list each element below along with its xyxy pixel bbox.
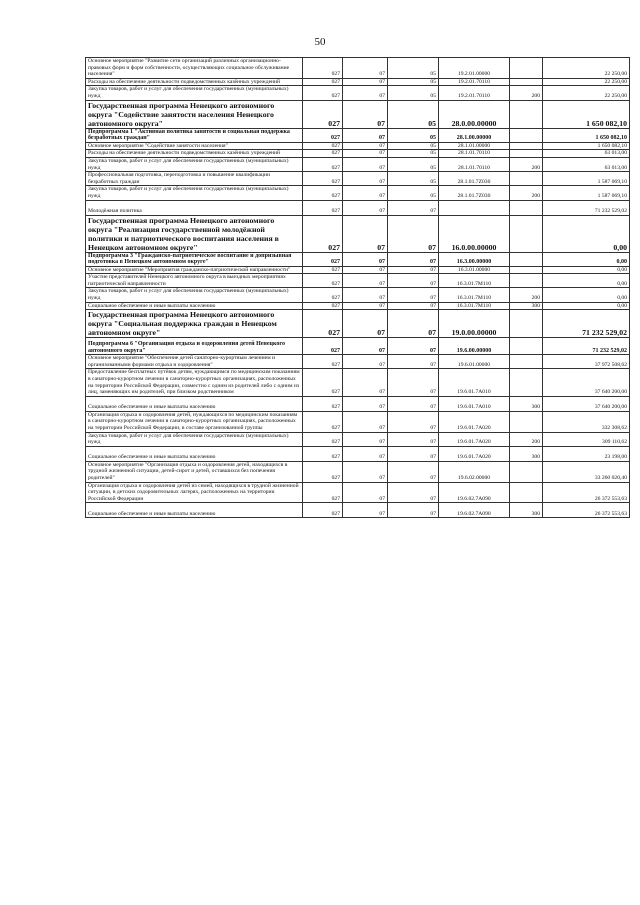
row-expense-kind-cell: 300 (510, 302, 543, 310)
row-sum-cell: 71 232 529,02 (543, 200, 630, 215)
row-section-cell: 07 (343, 355, 388, 369)
row-sum-cell: 26 372 553,63 (543, 503, 630, 518)
row-subsection-cell: 07 (388, 411, 439, 432)
row-subsection-cell: 07 (388, 461, 439, 482)
budget-table-body (86, 58, 630, 518)
table-row (86, 338, 630, 355)
row-name-cell: Закупка товаров, работ и услуг для обеспечения государственных (муниципальных) нужд (86, 157, 303, 171)
row-target-code-cell: 19.6.02.7A090 (439, 503, 510, 518)
row-section-cell: 07 (343, 411, 388, 432)
row-name-cell: Закупка товаров, работ и услуг для обеспечения государственных (муниципальных) нужд (86, 186, 303, 200)
row-section-cell: 07 (343, 157, 388, 171)
row-admin-code-cell: 027 (303, 503, 343, 518)
row-sum-cell: 63 013,00 (543, 150, 630, 158)
row-sum-cell: 71 232 529,02 (543, 310, 630, 338)
row-name-cell: Основное мероприятие "Обеспечение детей санаторно-курортным лечением и организованными формами отдыха и оздоровления" (86, 355, 303, 369)
row-target-code-cell: 28.1.01.70110 (439, 150, 510, 158)
row-section-cell: 07 (343, 274, 388, 288)
row-admin-code-cell: 027 (303, 396, 343, 411)
row-section-cell: 07 (343, 142, 388, 150)
row-section-cell: 07 (343, 396, 388, 411)
row-section-cell: 07 (343, 128, 388, 142)
row-subsection-cell: 07 (388, 482, 439, 503)
row-subsection-cell: 05 (388, 186, 439, 200)
row-subsection-cell: 05 (388, 100, 439, 128)
table-row (86, 78, 630, 86)
row-name-cell: Закупка товаров, работ и услуг для обеспечения государственных (муниципальных) нужд (86, 86, 303, 100)
row-admin-code-cell: 027 (303, 100, 343, 128)
row-expense-kind-cell (510, 172, 543, 186)
row-admin-code-cell: 027 (303, 78, 343, 86)
row-subsection-cell: 07 (388, 432, 439, 446)
row-subsection-cell: 07 (388, 266, 439, 274)
row-subsection-cell: 07 (388, 369, 439, 396)
row-section-cell: 07 (343, 482, 388, 503)
row-name-cell: Предоставление бесплатных путёвок детям, нуждающимся по медицинским показаниям в санаторно-курортном лечении в санаторно-курортных организациях, расположенных на территории Российской Федерации, совместно с одним из родителей либо с одним из лиц, заменяющих им родителей, при близком родственником (86, 369, 303, 396)
row-expense-kind-cell: 200 (510, 432, 543, 446)
row-admin-code-cell: 027 (303, 482, 343, 503)
row-admin-code-cell: 027 (303, 150, 343, 158)
table-row (86, 100, 630, 128)
row-target-code-cell: 16.3.01.7M110 (439, 302, 510, 310)
row-expense-kind-cell (510, 252, 543, 266)
row-sum-cell: 22 250,00 (543, 78, 630, 86)
row-target-code-cell: 16.3.01.00000 (439, 266, 510, 274)
row-name-cell: Закупка товаров, работ и услуг для обеспечения государственных (муниципальных) нужд (86, 288, 303, 302)
row-expense-kind-cell (510, 274, 543, 288)
row-name-cell: Государственная программа Ненецкого автономного округа "Социальная поддержка граждан в Ненецком автономном округе" (86, 310, 303, 338)
row-expense-kind-cell (510, 100, 543, 128)
row-target-code-cell: 19.2.01.70110 (439, 78, 510, 86)
row-expense-kind-cell: 200 (510, 157, 543, 171)
row-section-cell: 07 (343, 302, 388, 310)
row-admin-code-cell: 027 (303, 446, 343, 461)
row-target-code-cell: 16.3.01.7M110 (439, 288, 510, 302)
row-sum-cell: 0,00 (543, 215, 630, 252)
row-name-cell: Основное мероприятие "Организация отдыха и оздоровления детей, находящихся в трудной жизненной ситуации, детей-сирот и детей, оставшихся без попечения родителей" (86, 461, 303, 482)
row-subsection-cell: 05 (388, 78, 439, 86)
row-sum-cell: 0,00 (543, 274, 630, 288)
row-sum-cell: 22 250,00 (543, 86, 630, 100)
row-sum-cell: 26 372 553,63 (543, 482, 630, 503)
row-admin-code-cell: 027 (303, 215, 343, 252)
row-target-code-cell: 19.6.00.00000 (439, 338, 510, 355)
row-name-cell: Социальное обеспечение и иные выплаты населению (86, 446, 303, 461)
row-name-cell: Основное мероприятие "Содействие занятости населения" (86, 142, 303, 150)
row-section-cell: 07 (343, 310, 388, 338)
row-name-cell: Социальное обеспечение и иные выплаты населению (86, 503, 303, 518)
row-expense-kind-cell (510, 215, 543, 252)
row-target-code-cell: 28.1.01.7Z030 (439, 172, 510, 186)
row-target-code-cell: 19.6.01.7A010 (439, 369, 510, 396)
row-admin-code-cell: 027 (303, 432, 343, 446)
row-subsection-cell: 05 (388, 128, 439, 142)
table-row (86, 128, 630, 142)
table-row (86, 142, 630, 150)
row-subsection-cell: 07 (388, 252, 439, 266)
row-subsection-cell: 05 (388, 150, 439, 158)
row-subsection-cell: 07 (388, 215, 439, 252)
row-sum-cell: 33 260 020,40 (543, 461, 630, 482)
row-subsection-cell: 07 (388, 338, 439, 355)
row-admin-code-cell: 027 (303, 86, 343, 100)
row-sum-cell: 37 972 508,62 (543, 355, 630, 369)
row-admin-code-cell: 027 (303, 274, 343, 288)
table-row (86, 58, 630, 79)
row-name-cell: Подпрограмма 3 "Гражданско-патриотическое воспитание и допризывная подготовка в Ненецком автономном округе" (86, 252, 303, 266)
row-subsection-cell: 07 (388, 355, 439, 369)
row-section-cell: 07 (343, 172, 388, 186)
row-target-code-cell: 19.6.01.00000 (439, 355, 510, 369)
row-section-cell: 07 (343, 369, 388, 396)
row-section-cell: 07 (343, 186, 388, 200)
row-sum-cell: 37 640 200,00 (543, 396, 630, 411)
row-sum-cell: 0,00 (543, 252, 630, 266)
table-row (86, 150, 630, 158)
row-sum-cell: 0,00 (543, 266, 630, 274)
row-name-cell: Основное мероприятие "Мероприятия гражданско-патриотической направленности" (86, 266, 303, 274)
row-sum-cell: 0,00 (543, 288, 630, 302)
row-section-cell: 07 (343, 252, 388, 266)
row-name-cell: Социальное обеспечение и иные выплаты населению (86, 396, 303, 411)
table-row (86, 200, 630, 215)
row-expense-kind-cell: 200 (510, 288, 543, 302)
table-row (86, 461, 630, 482)
row-name-cell: Подпрограмма 1 "Активная политика занятости и социальная поддержка безработных граждан" (86, 128, 303, 142)
row-sum-cell: 332 308,62 (543, 411, 630, 432)
row-expense-kind-cell (510, 128, 543, 142)
row-admin-code-cell: 027 (303, 338, 343, 355)
row-sum-cell: 1 650 082,10 (543, 142, 630, 150)
row-admin-code-cell: 027 (303, 172, 343, 186)
row-subsection-cell: 05 (388, 86, 439, 100)
row-target-code-cell: 16.3.01.7M110 (439, 274, 510, 288)
row-admin-code-cell: 027 (303, 266, 343, 274)
table-row (86, 482, 630, 503)
row-target-code-cell: 19.6.01.7A020 (439, 432, 510, 446)
row-sum-cell: 37 640 200,00 (543, 369, 630, 396)
row-sum-cell: 22 250,00 (543, 58, 630, 79)
row-admin-code-cell: 027 (303, 200, 343, 215)
table-row (86, 288, 630, 302)
row-admin-code-cell: 027 (303, 310, 343, 338)
row-section-cell: 07 (343, 503, 388, 518)
table-row (86, 310, 630, 338)
row-subsection-cell: 05 (388, 58, 439, 79)
table-row (86, 215, 630, 252)
row-expense-kind-cell (510, 355, 543, 369)
row-subsection-cell: 05 (388, 157, 439, 171)
row-expense-kind-cell (510, 338, 543, 355)
row-admin-code-cell: 027 (303, 157, 343, 171)
row-target-code-cell: 19.0.00.00000 (439, 310, 510, 338)
row-expense-kind-cell (510, 142, 543, 150)
table-row (86, 302, 630, 310)
row-sum-cell: 71 232 529,02 (543, 338, 630, 355)
row-subsection-cell: 07 (388, 396, 439, 411)
row-subsection-cell: 07 (388, 274, 439, 288)
row-name-cell: Организация отдыха и оздоровления детей из семей, находящихся в трудной жизненной ситуации, в детских оздоровительных лагерях, расположенных на территории Российской Федерации (86, 482, 303, 503)
row-subsection-cell: 07 (388, 503, 439, 518)
row-expense-kind-cell: 200 (510, 86, 543, 100)
row-expense-kind-cell: 300 (510, 446, 543, 461)
row-expense-kind-cell (510, 58, 543, 79)
row-subsection-cell: 07 (388, 446, 439, 461)
table-row (86, 355, 630, 369)
row-sum-cell: 0,00 (543, 302, 630, 310)
row-target-code-cell: 28.1.01.7Z030 (439, 186, 510, 200)
row-section-cell: 07 (343, 338, 388, 355)
row-target-code-cell: 28.1.01.00000 (439, 142, 510, 150)
row-subsection-cell: 07 (388, 302, 439, 310)
row-target-code-cell: 16.0.00.00000 (439, 215, 510, 252)
row-target-code-cell: 19.6.01.7A020 (439, 446, 510, 461)
budget-table (85, 57, 630, 518)
table-row (86, 157, 630, 171)
row-section-cell: 07 (343, 58, 388, 79)
row-expense-kind-cell: 200 (510, 186, 543, 200)
row-section-cell: 07 (343, 266, 388, 274)
row-name-cell: Социальное обеспечение и иные выплаты населению (86, 302, 303, 310)
row-section-cell: 07 (343, 200, 388, 215)
row-expense-kind-cell (510, 369, 543, 396)
row-section-cell: 07 (343, 461, 388, 482)
row-sum-cell: 23 198,00 (543, 446, 630, 461)
row-admin-code-cell: 027 (303, 252, 343, 266)
row-admin-code-cell: 027 (303, 411, 343, 432)
table-row (86, 274, 630, 288)
row-name-cell: Организация отдыха и оздоровления детей, нуждающихся по медицинским показаниям в санаторно-курортном лечении в санаторно-курортных организациях, расположенных на территории Российской Федерации, в составе организованной группы (86, 411, 303, 432)
row-admin-code-cell: 027 (303, 128, 343, 142)
row-sum-cell: 1 650 082,10 (543, 100, 630, 128)
row-admin-code-cell: 027 (303, 58, 343, 79)
row-target-code-cell: 19.6.02.7A090 (439, 482, 510, 503)
row-sum-cell: 309 110,62 (543, 432, 630, 446)
row-admin-code-cell: 027 (303, 355, 343, 369)
row-expense-kind-cell (510, 78, 543, 86)
table-row (86, 172, 630, 186)
row-name-cell: Молодёжная политика (86, 200, 303, 215)
row-admin-code-cell: 027 (303, 186, 343, 200)
row-target-code-cell: 28.1.00.00000 (439, 128, 510, 142)
row-target-code-cell: 28.1.01.70110 (439, 157, 510, 171)
table-row (86, 252, 630, 266)
row-sum-cell: 63 013,00 (543, 157, 630, 171)
row-expense-kind-cell (510, 461, 543, 482)
row-section-cell: 07 (343, 78, 388, 86)
table-row (86, 266, 630, 274)
row-sum-cell: 1 587 069,10 (543, 186, 630, 200)
row-section-cell: 07 (343, 288, 388, 302)
row-section-cell: 07 (343, 150, 388, 158)
row-expense-kind-cell (510, 200, 543, 215)
row-name-cell: Закупка товаров, работ и услуг для обеспечения государственных (муниципальных) нужд (86, 432, 303, 446)
row-target-code-cell: 19.2.01.70110 (439, 86, 510, 100)
table-row (86, 446, 630, 461)
row-name-cell: Профессиональная подготовка, переподготовка и повышение квалификации безработных граждан (86, 172, 303, 186)
row-subsection-cell: 05 (388, 172, 439, 186)
row-name-cell: Участие представителей Ненецкого автономного округа в выездных мероприятиях патриотической направленности (86, 274, 303, 288)
table-row (86, 411, 630, 432)
row-subsection-cell: 05 (388, 142, 439, 150)
row-name-cell: Государственная программа Ненецкого автономного округа "Содействие занятости населения Ненецкого автономного округа" (86, 100, 303, 128)
row-section-cell: 07 (343, 100, 388, 128)
row-target-code-cell: 28.0.00.00000 (439, 100, 510, 128)
row-expense-kind-cell (510, 310, 543, 338)
row-subsection-cell: 07 (388, 310, 439, 338)
row-expense-kind-cell (510, 411, 543, 432)
row-target-code-cell: 19.6.01.7A010 (439, 396, 510, 411)
row-expense-kind-cell (510, 266, 543, 274)
row-target-code-cell: 19.6.02.00000 (439, 461, 510, 482)
row-name-cell: Основное мероприятие "Развитие сети организаций различных организационно-правовых форм и форм собственности, осуществляющих социальное обслуживание населения" (86, 58, 303, 79)
row-expense-kind-cell (510, 150, 543, 158)
row-section-cell: 07 (343, 446, 388, 461)
row-name-cell: Подпрограмма 6 "Организация отдыха и оздоровления детей Ненецкого автономного округа" (86, 338, 303, 355)
row-target-code-cell: 16.3.00.00000 (439, 252, 510, 266)
row-sum-cell: 1 650 082,10 (543, 128, 630, 142)
row-section-cell: 07 (343, 86, 388, 100)
row-subsection-cell: 07 (388, 288, 439, 302)
table-row (86, 396, 630, 411)
row-expense-kind-cell: 300 (510, 503, 543, 518)
row-admin-code-cell: 027 (303, 142, 343, 150)
row-name-cell: Государственная программа Ненецкого автономного округа "Реализация государственной молодёжной политики и патриотического воспитания населения в Ненецком автономном округе" (86, 215, 303, 252)
row-section-cell: 07 (343, 215, 388, 252)
row-name-cell: Расходы на обеспечение деятельности подведомственных казённых учреждений (86, 78, 303, 86)
row-target-code-cell (439, 200, 510, 215)
row-admin-code-cell: 027 (303, 369, 343, 396)
row-admin-code-cell: 027 (303, 302, 343, 310)
table-row (86, 503, 630, 518)
row-target-code-cell: 19.6.01.7A020 (439, 411, 510, 432)
page-number: 50 (314, 36, 326, 48)
row-sum-cell: 1 587 069,10 (543, 172, 630, 186)
table-row (86, 369, 630, 396)
table-row (86, 186, 630, 200)
table-row (86, 86, 630, 100)
row-section-cell: 07 (343, 432, 388, 446)
row-target-code-cell: 19.2.01.00000 (439, 58, 510, 79)
row-admin-code-cell: 027 (303, 288, 343, 302)
row-expense-kind-cell (510, 482, 543, 503)
row-expense-kind-cell: 300 (510, 396, 543, 411)
row-admin-code-cell: 027 (303, 461, 343, 482)
row-name-cell: Расходы на обеспечение деятельности подведомственных казённых учреждений (86, 150, 303, 158)
row-subsection-cell: 07 (388, 200, 439, 215)
table-row (86, 432, 630, 446)
